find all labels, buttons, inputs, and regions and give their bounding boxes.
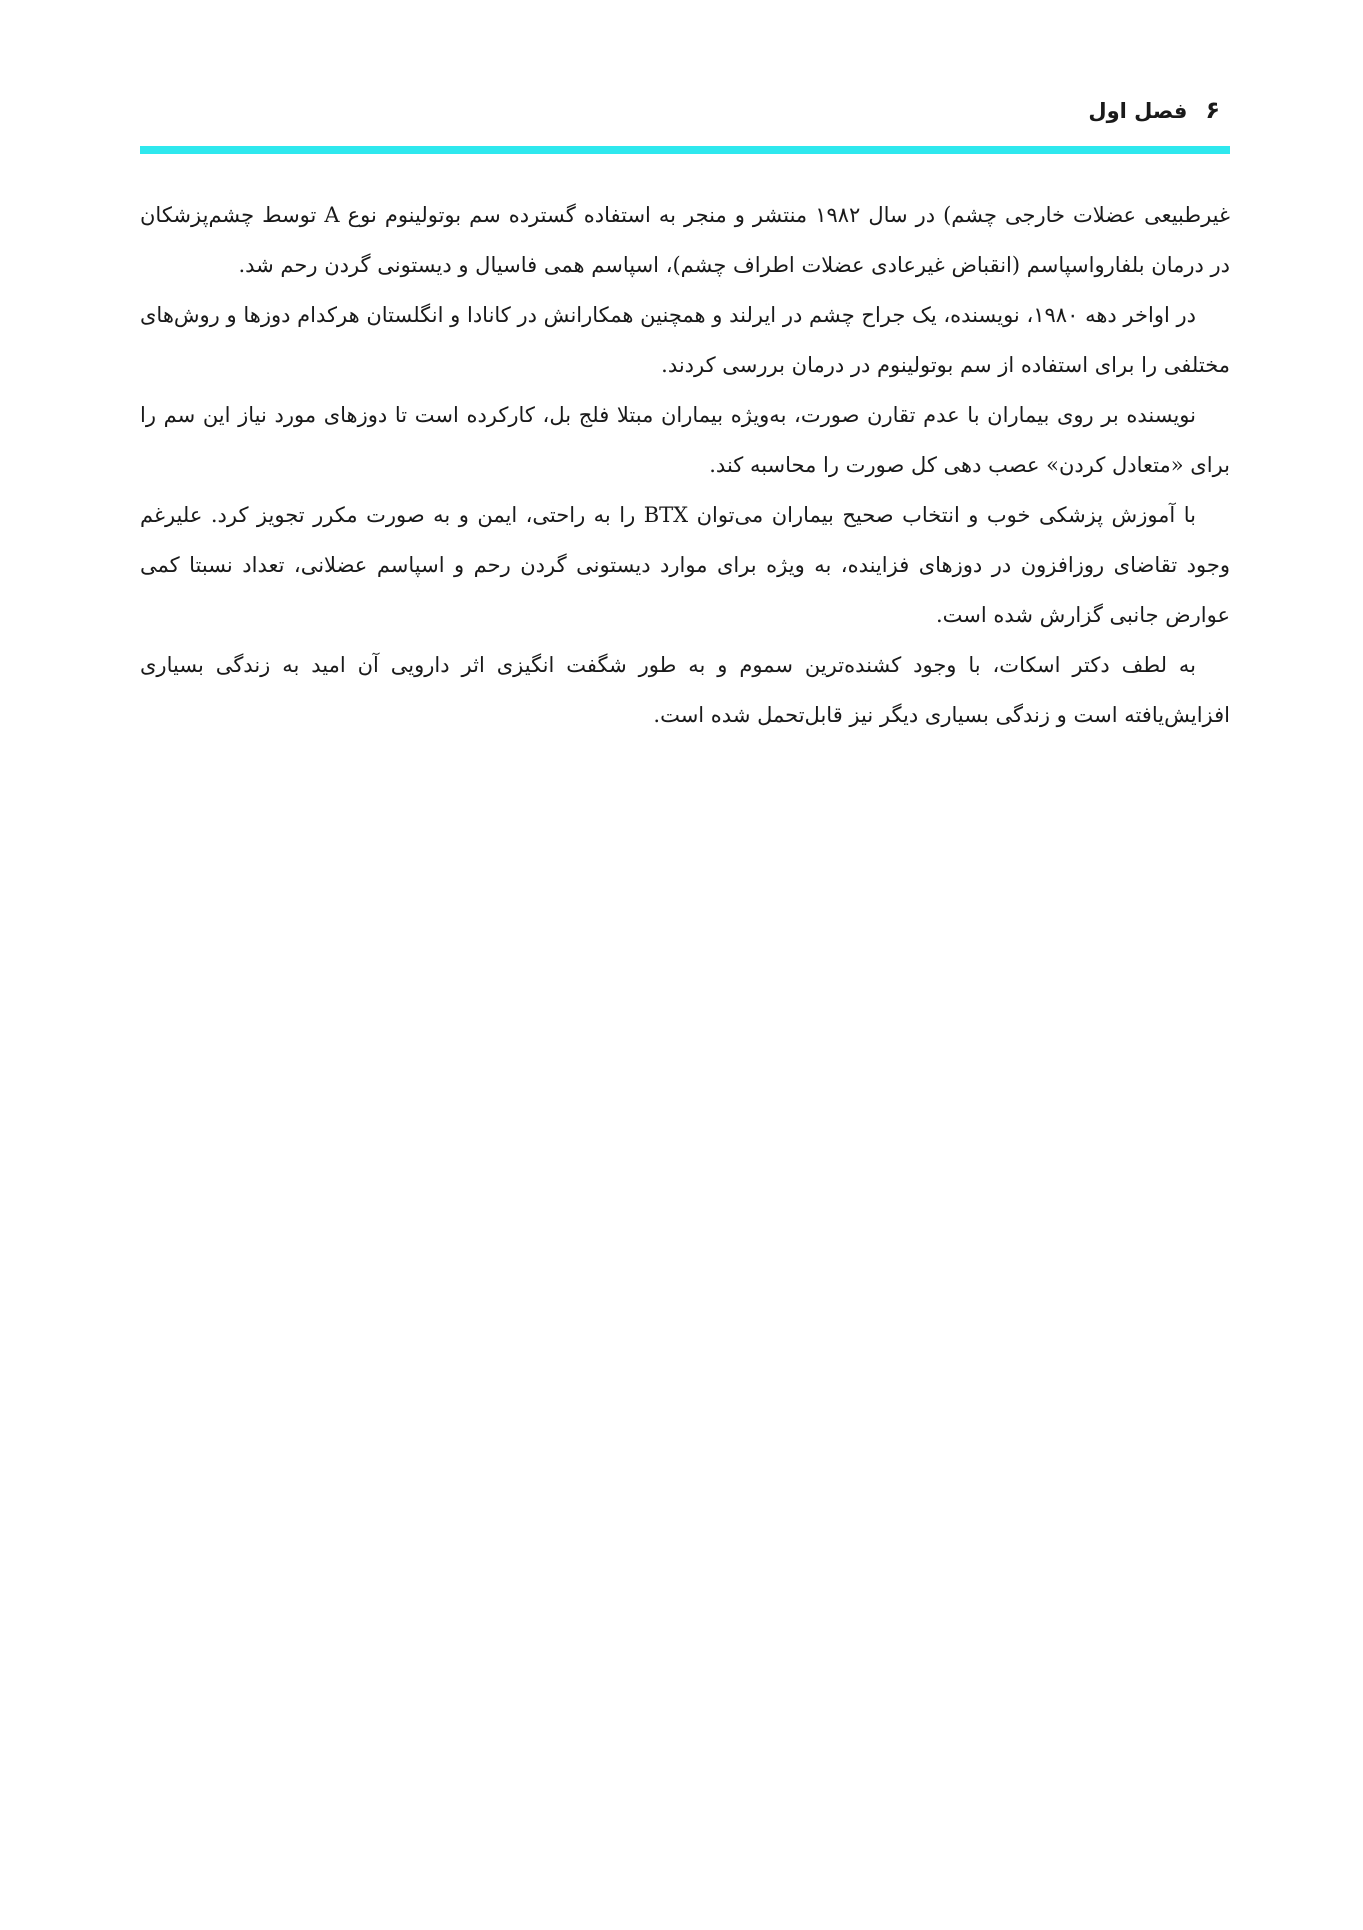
page-header: [140, 88, 1230, 138]
chapter-title: فصل اول: [1088, 99, 1188, 123]
running-head: [1088, 98, 1220, 122]
page-number: ۶: [1205, 96, 1220, 124]
body-text: [140, 190, 1230, 740]
paragraph-2: در اواخر دهه ۱۹۸۰، نویسنده، یک جراح چشم در ایرلند و همچنین همکارانش در کانادا و انگلستان هرکدام دوزها و روش‌های مختلفی را برای استفاده از سم بوتولینوم در درمان بررسی کردند.: [140, 303, 1230, 377]
header-rule: [140, 146, 1230, 154]
paragraph-5: به لطف دکتر اسکات، با وجود کشنده‌ترین سموم و به طور شگفت انگیزی اثر دارویی آن امید به زندگی بسیاری افزایش‌یافته است و زندگی بسیاری دیگر نیز قابل‌تحمل شده است.: [140, 653, 1230, 727]
paragraph-4: با آموزش پزشکی خوب و انتخاب صحیح بیماران می‌توان BTX را به راحتی، ایمن و به صورت مکرر تجویز کرد. علیرغم وجود تقاضای روزافزون در دوزهای فزاینده، به ویژه برای موارد دیستونی گردن رحم و اسپاسم عضلانی، تعداد نسبتا کمی عوارض جانبی گزارش شده است.: [140, 503, 1230, 627]
paragraph-3: نویسنده بر روی بیماران با عدم تقارن صورت، به‌ویژه بیماران مبتلا فلج بل، کارکرده است تا دوزهای مورد نیاز این سم را برای «متعادل کردن» عصب دهی کل صورت را محاسبه کند.: [140, 403, 1230, 477]
paragraph-1: غیرطبیعی عضلات خارجی چشم) در سال ۱۹۸۲ منتشر و منجر به استفاده گسترده سم بوتولینوم نوع A توسط چشم‌پزشکان در درمان بلفارواسپاسم (انقباض غیرعادی عضلات اطراف چشم)، اسپاسم همی فاسیال و دیستونی گردن رحم شد.: [140, 203, 1230, 277]
